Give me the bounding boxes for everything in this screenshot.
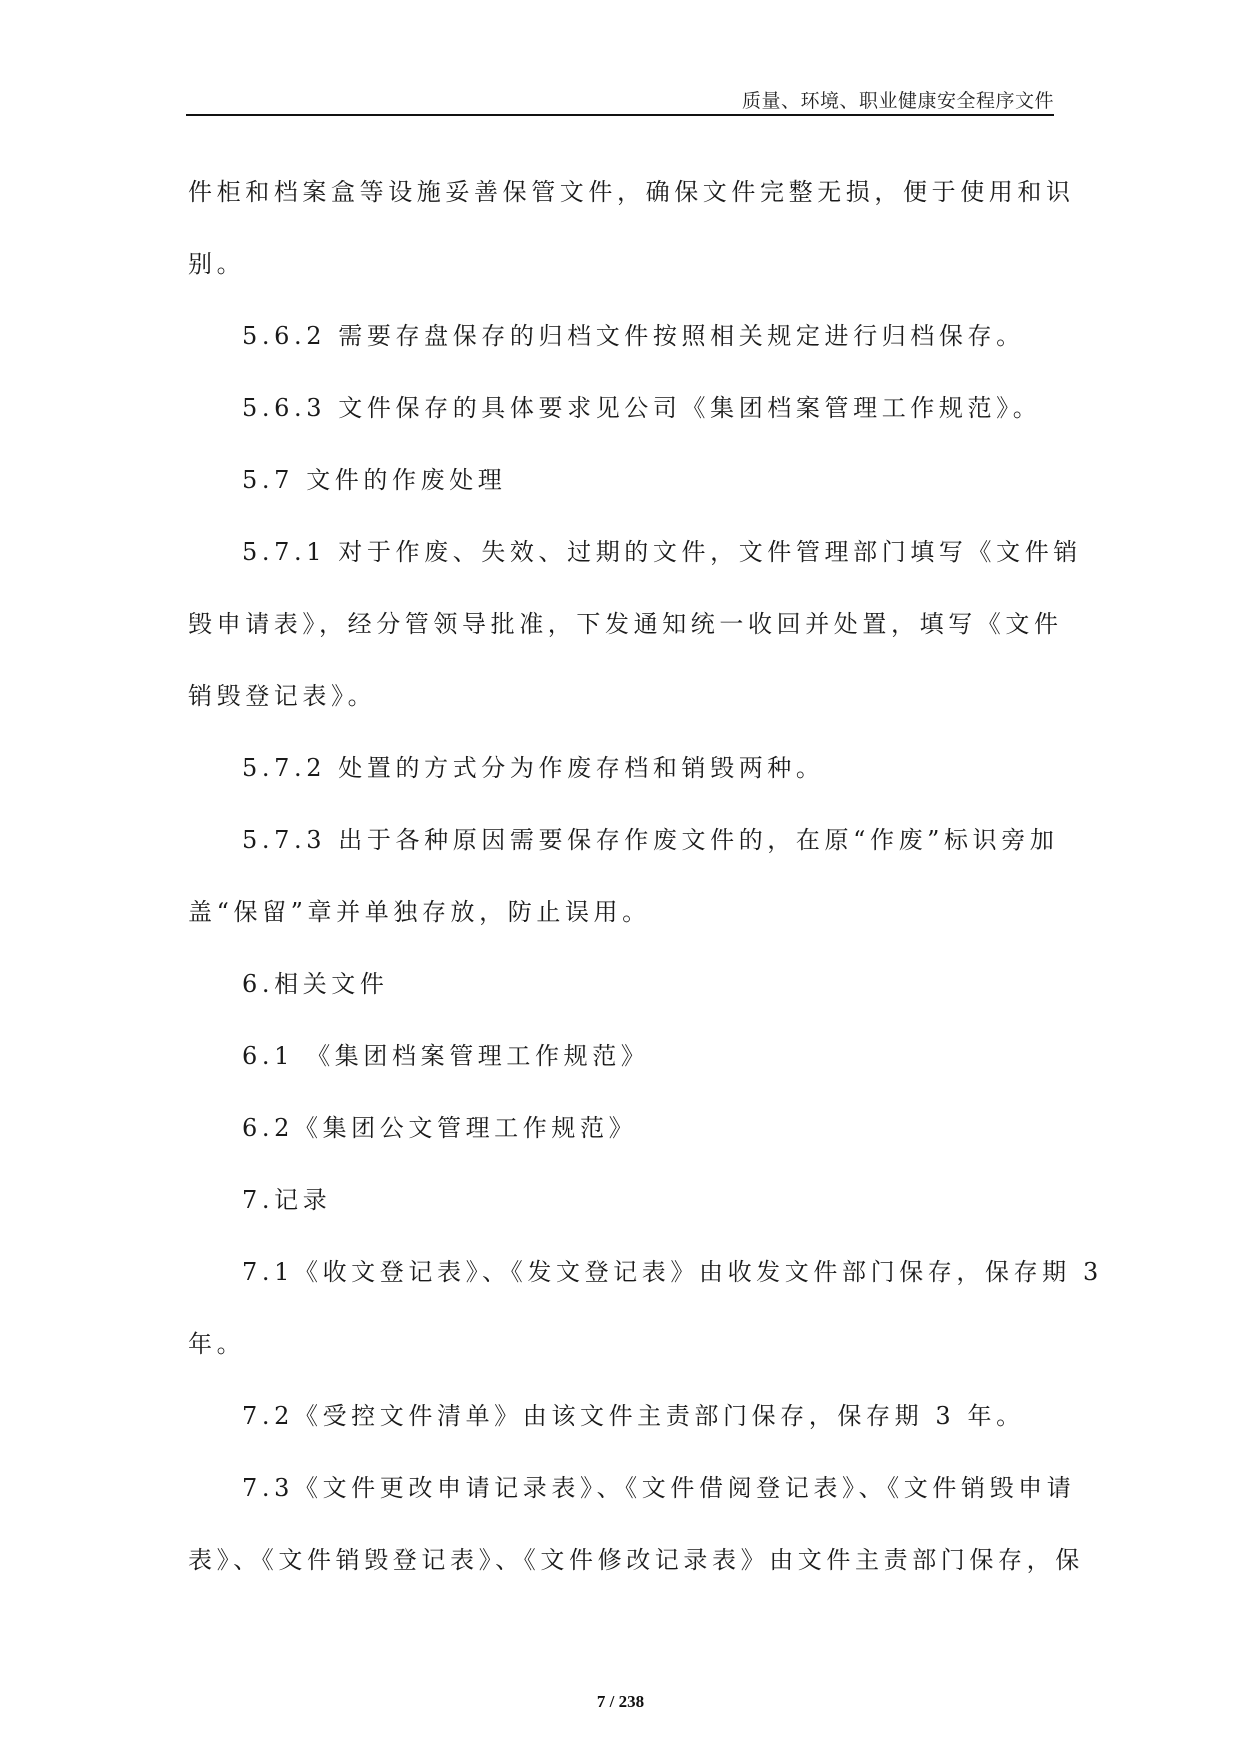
paragraph-line: 5.7.3 出于各种原因需要保存作废文件的，在原“作废”标识旁加 <box>242 826 1059 854</box>
paragraph-line: 表》、《文件销毁登记表》、《文件修改记录表》由文件主责部门保存，保 <box>188 1546 1084 1574</box>
paragraph-line: 6.1 《集团档案管理工作规范》 <box>242 1042 650 1070</box>
section-heading: 7.记录 <box>242 1186 332 1214</box>
paragraph-line: 5.7.1 对于作废、失效、过期的文件，文件管理部门填写《文件销 <box>242 538 1082 566</box>
header-rule <box>186 114 1054 116</box>
paragraph-line: 6.2《集团公文管理工作规范》 <box>242 1114 638 1142</box>
paragraph-line: 件柜和档案盒等设施妥善保管文件，确保文件完整无损，便于使用和识 <box>188 178 1075 206</box>
paragraph-line: 年。 <box>188 1330 246 1358</box>
paragraph-line: 7.2《受控文件清单》由该文件主责部门保存，保存期 3 年。 <box>242 1402 1025 1430</box>
paragraph-line: 7.1《收文登记表》、《发文登记表》由收发文件部门保存，保存期 3 <box>242 1258 1103 1286</box>
paragraph-line: 毁申请表》，经分管领导批准，下发通知统一收回并处置，填写《文件 <box>188 610 1063 638</box>
paragraph-line: 5.6.2 需要存盘保存的归档文件按照相关规定进行归档保存。 <box>242 322 1025 350</box>
paragraph-line: 销毁登记表》。 <box>188 682 377 710</box>
section-heading: 6.相关文件 <box>242 970 389 998</box>
paragraph-line: 盖“保留”章并单独存放，防止误用。 <box>188 898 651 926</box>
paragraph-line: 别。 <box>188 250 246 278</box>
document-body <box>188 156 1103 1596</box>
section-heading: 5.7 文件的作废处理 <box>242 466 507 494</box>
paragraph-line: 5.7.2 处置的方式分为作废存档和销毁两种。 <box>242 754 825 782</box>
page-header-title: 质量、环境、职业健康安全程序文件 <box>741 90 1054 112</box>
page-number: 7 / 238 <box>596 1692 645 1711</box>
paragraph-line: 5.6.3 文件保存的具体要求见公司《集团档案管理工作规范》。 <box>242 394 1042 422</box>
paragraph-line: 7.3《文件更改申请记录表》、《文件借阅登记表》、《文件销毁申请 <box>242 1474 1076 1502</box>
